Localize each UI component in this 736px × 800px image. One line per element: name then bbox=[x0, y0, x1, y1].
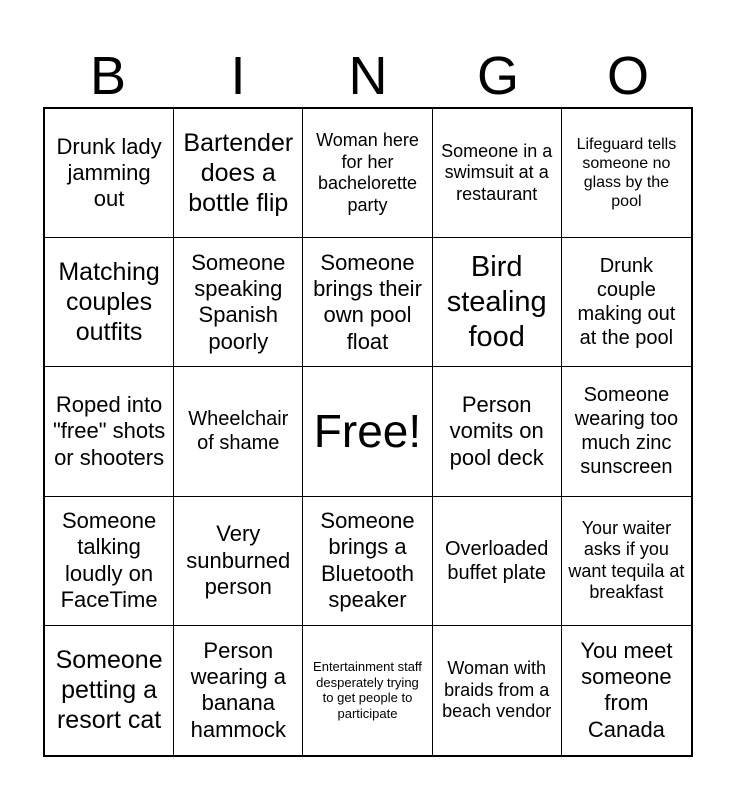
cell-label: Overloaded buffet plate bbox=[444, 537, 549, 584]
bingo-cell[interactable] bbox=[174, 238, 303, 367]
bingo-cell[interactable] bbox=[562, 367, 691, 496]
cell-label: Someone in a swimsuit at a restaurant bbox=[441, 140, 553, 204]
cell-label: Your waiter asks if you want tequila at breakfast bbox=[568, 517, 685, 603]
header-letter-n: N bbox=[348, 46, 388, 106]
header-letter-o: O bbox=[606, 46, 649, 106]
bingo-cell[interactable] bbox=[303, 497, 432, 626]
bingo-cell[interactable] bbox=[303, 626, 432, 755]
bingo-cell[interactable] bbox=[433, 238, 562, 367]
header-letter-g: G bbox=[476, 46, 519, 106]
cell-label: Someone speaking Spanish poorly bbox=[191, 249, 286, 354]
cell-label: Someone brings their own pool float bbox=[313, 249, 422, 354]
bingo-cell[interactable] bbox=[45, 367, 174, 496]
bingo-cell[interactable] bbox=[433, 367, 562, 496]
bingo-cell[interactable] bbox=[562, 497, 691, 626]
bingo-cell[interactable] bbox=[562, 238, 691, 367]
cell-label: Person vomits on pool deck bbox=[449, 391, 544, 470]
cell-label: Lifeguard tells someone no glass by the pool bbox=[576, 135, 677, 211]
cell-label: Entertainment staff desperately trying to get people to participate bbox=[313, 659, 422, 721]
free-space-cell[interactable] bbox=[303, 367, 432, 496]
bingo-cell[interactable] bbox=[45, 497, 174, 626]
bingo-cell[interactable] bbox=[45, 109, 174, 238]
cell-label: Drunk couple making out at the pool bbox=[577, 255, 676, 350]
bingo-board bbox=[43, 107, 693, 757]
header-letter-b: B bbox=[89, 46, 127, 106]
bingo-cell[interactable] bbox=[433, 626, 562, 755]
cell-label: Matching couples outfits bbox=[58, 258, 160, 347]
bingo-cell[interactable] bbox=[174, 626, 303, 755]
bingo-cell[interactable] bbox=[45, 626, 174, 755]
free-space-label: Free! bbox=[313, 404, 422, 457]
cell-label: Very sunburned person bbox=[186, 521, 291, 599]
cell-label: Person wearing a banana hammock bbox=[190, 637, 286, 742]
bingo-cell[interactable] bbox=[303, 109, 432, 238]
cell-label: Someone wearing too much zinc sunscreen bbox=[574, 384, 679, 479]
bingo-cell[interactable] bbox=[433, 109, 562, 238]
cell-label: Woman here for her bachelorette party bbox=[316, 129, 419, 215]
cell-label: Someone talking loudly on FaceTime bbox=[60, 507, 158, 613]
cell-label: Bartender does a bottle flip bbox=[183, 129, 294, 218]
cell-label: Wheelchair of shame bbox=[188, 408, 289, 455]
cell-label: Someone brings a Bluetooth speaker bbox=[320, 507, 415, 613]
bingo-cell[interactable] bbox=[45, 238, 174, 367]
bingo-cell[interactable] bbox=[174, 367, 303, 496]
cell-label: Roped into "free" shots or shooters bbox=[52, 391, 166, 470]
bingo-cell[interactable] bbox=[562, 626, 691, 755]
bingo-cell[interactable] bbox=[562, 109, 691, 238]
bingo-cell[interactable] bbox=[303, 238, 432, 367]
cell-label: Someone petting a resort cat bbox=[55, 646, 163, 735]
cell-label: Bird stealing food bbox=[446, 251, 547, 353]
bingo-cell[interactable] bbox=[174, 109, 303, 238]
cell-label: You meet someone from Canada bbox=[580, 637, 673, 742]
bingo-header bbox=[43, 44, 693, 108]
header-letter-i: I bbox=[230, 46, 246, 106]
bingo-cell[interactable] bbox=[174, 497, 303, 626]
cell-label: Drunk lady jamming out bbox=[56, 133, 162, 212]
cell-label: Woman with braids from a beach vendor bbox=[442, 658, 552, 722]
bingo-cell[interactable] bbox=[433, 497, 562, 626]
